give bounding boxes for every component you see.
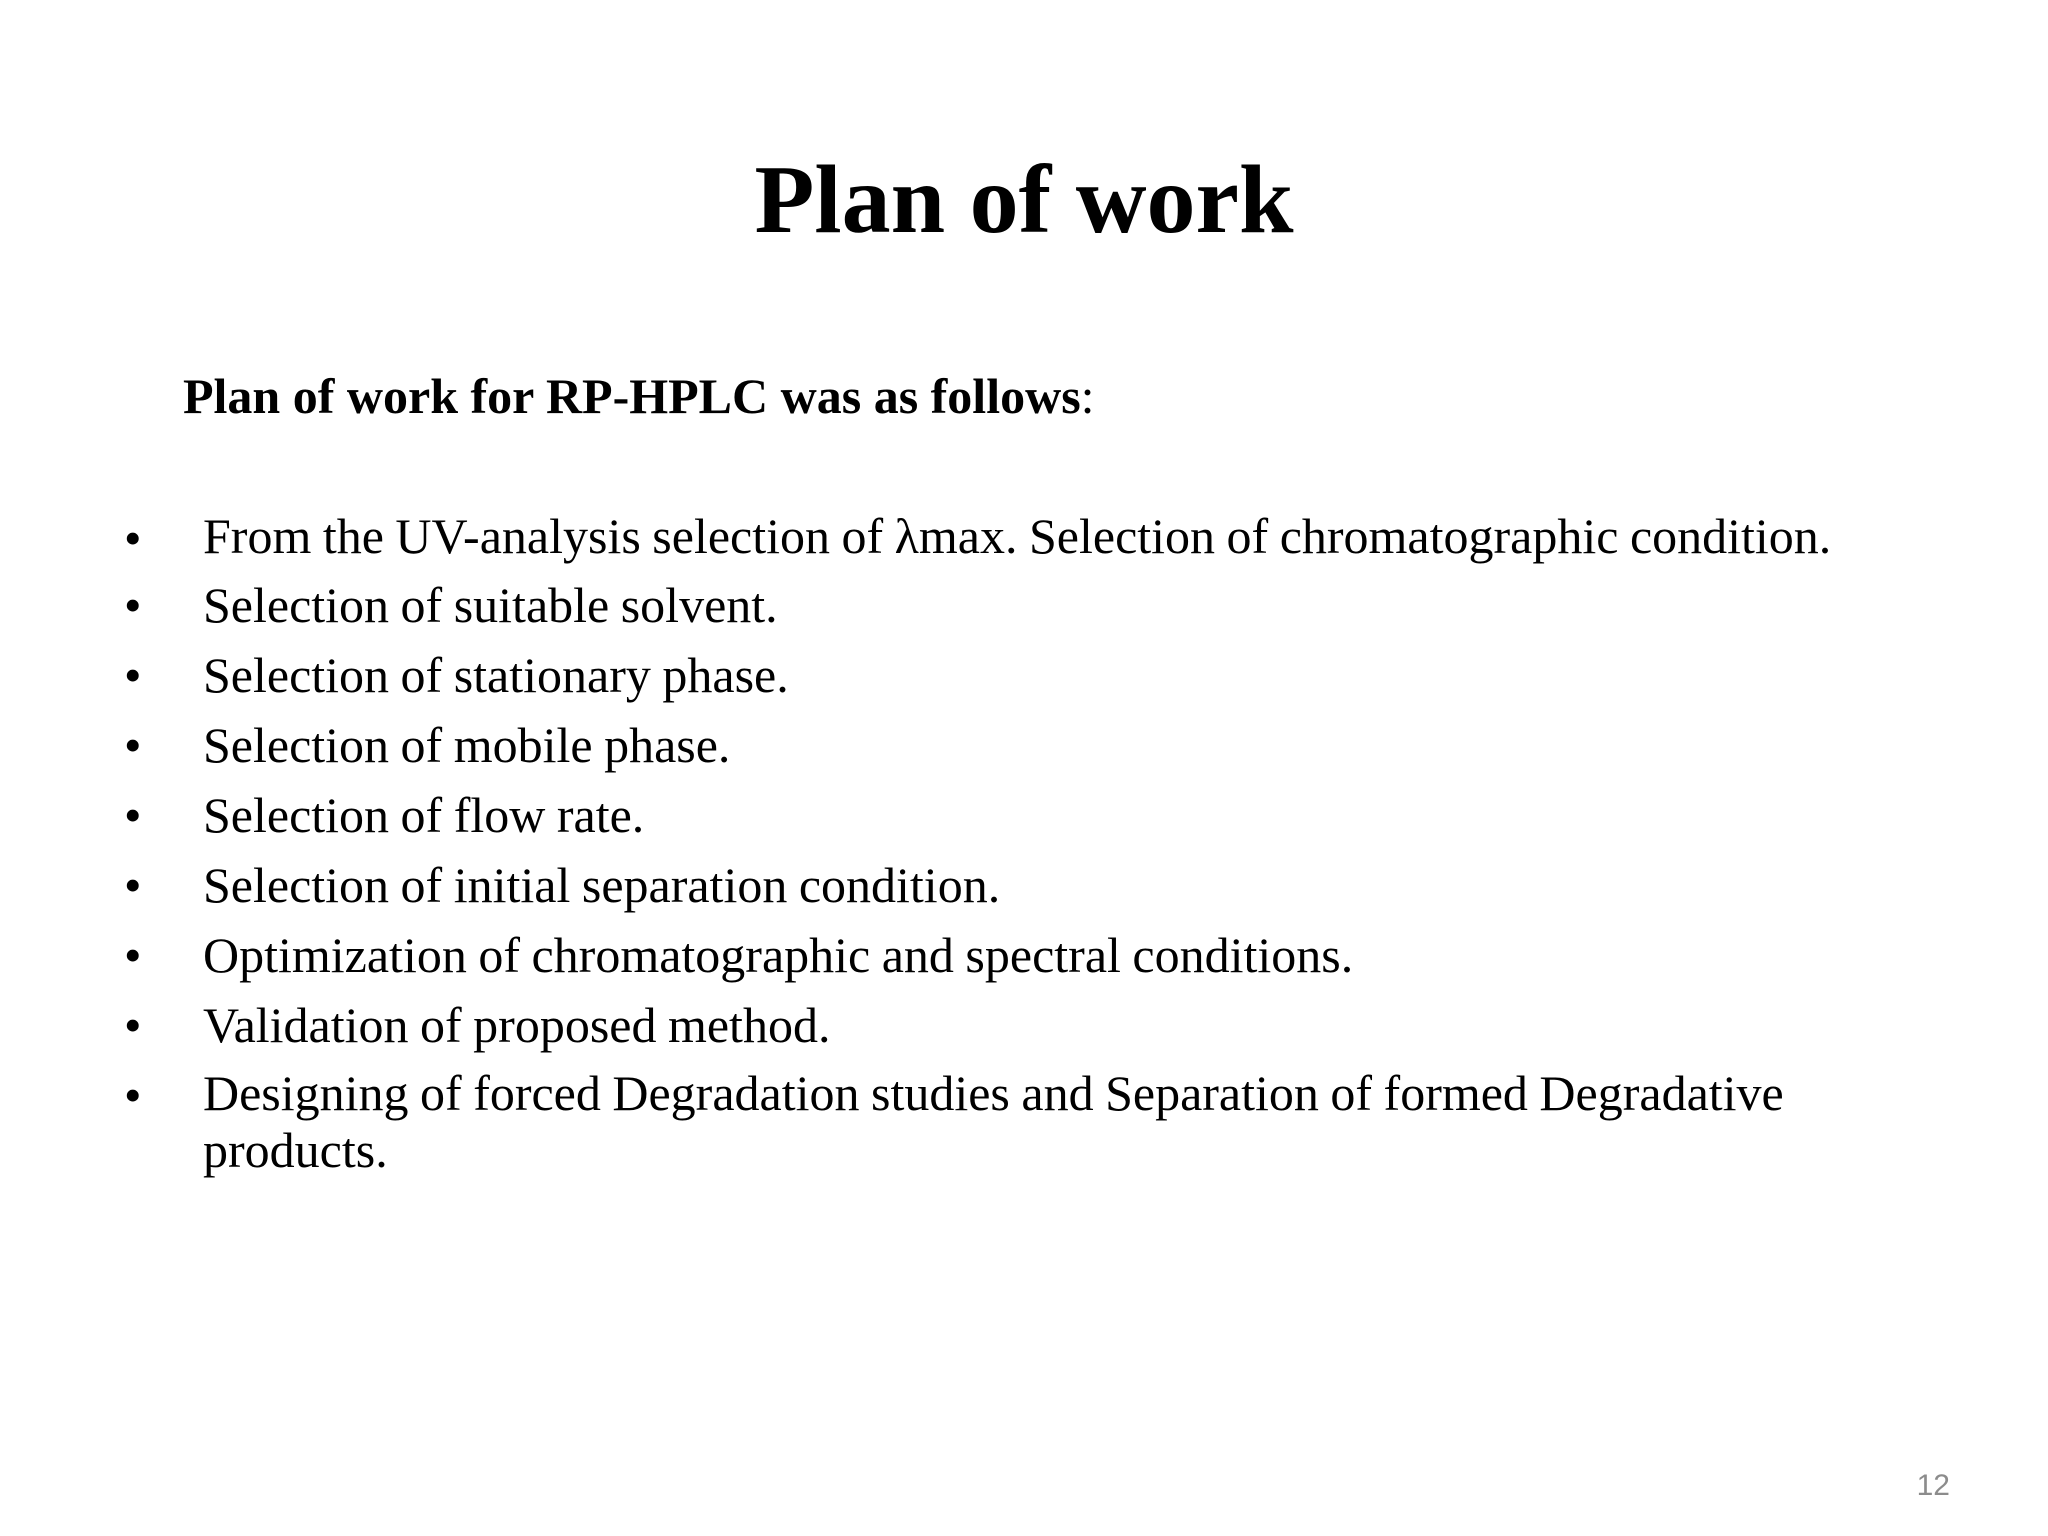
bullet-text: Selection of suitable solvent.	[203, 577, 778, 633]
bullet-marker: •	[124, 857, 142, 913]
bullet-marker: •	[124, 787, 142, 843]
intro-colon: :	[1080, 368, 1095, 424]
bullet-text: Selection of initial separation condition.	[203, 857, 1001, 913]
bullet-marker: •	[124, 1067, 142, 1123]
bullet-marker: •	[124, 717, 142, 773]
bullet-item	[0, 995, 2048, 1055]
intro-heading: Plan of work for RP-HPLC was as follows	[183, 368, 1081, 424]
bullet-marker: •	[124, 510, 142, 566]
page-number: 12	[1916, 1469, 1950, 1502]
bullet-item	[0, 715, 2048, 775]
bullet-item	[0, 785, 2048, 845]
bullet-text: Designing of forced Degradation studies and Separation of formed Degradative products.	[203, 1065, 1784, 1178]
bullet-item	[0, 508, 2048, 565]
bullet-text: Selection of mobile phase.	[203, 717, 731, 773]
slide-title: Plan of work	[754, 146, 1294, 254]
intro-line	[183, 366, 1095, 426]
bullet-list	[0, 508, 2048, 1189]
bullet-text: Selection of stationary phase.	[203, 647, 789, 703]
bullet-item	[0, 925, 2048, 985]
bullet-text: Optimization of chromatographic and spectral conditions.	[203, 927, 1354, 983]
bullet-marker: •	[124, 647, 142, 703]
bullet-item	[0, 575, 2048, 635]
bullet-text: From the UV-analysis selection of λmax. Selection of chromatographic condition.	[203, 508, 1832, 564]
bullet-marker: •	[124, 997, 142, 1053]
bullet-item	[0, 855, 2048, 915]
bullet-marker: •	[124, 577, 142, 633]
bullet-item	[0, 645, 2048, 705]
bullet-text: Selection of flow rate.	[203, 787, 645, 843]
bullet-item	[0, 1065, 2048, 1179]
bullet-text: Validation of proposed method.	[203, 997, 831, 1053]
bullet-marker: •	[124, 927, 142, 983]
